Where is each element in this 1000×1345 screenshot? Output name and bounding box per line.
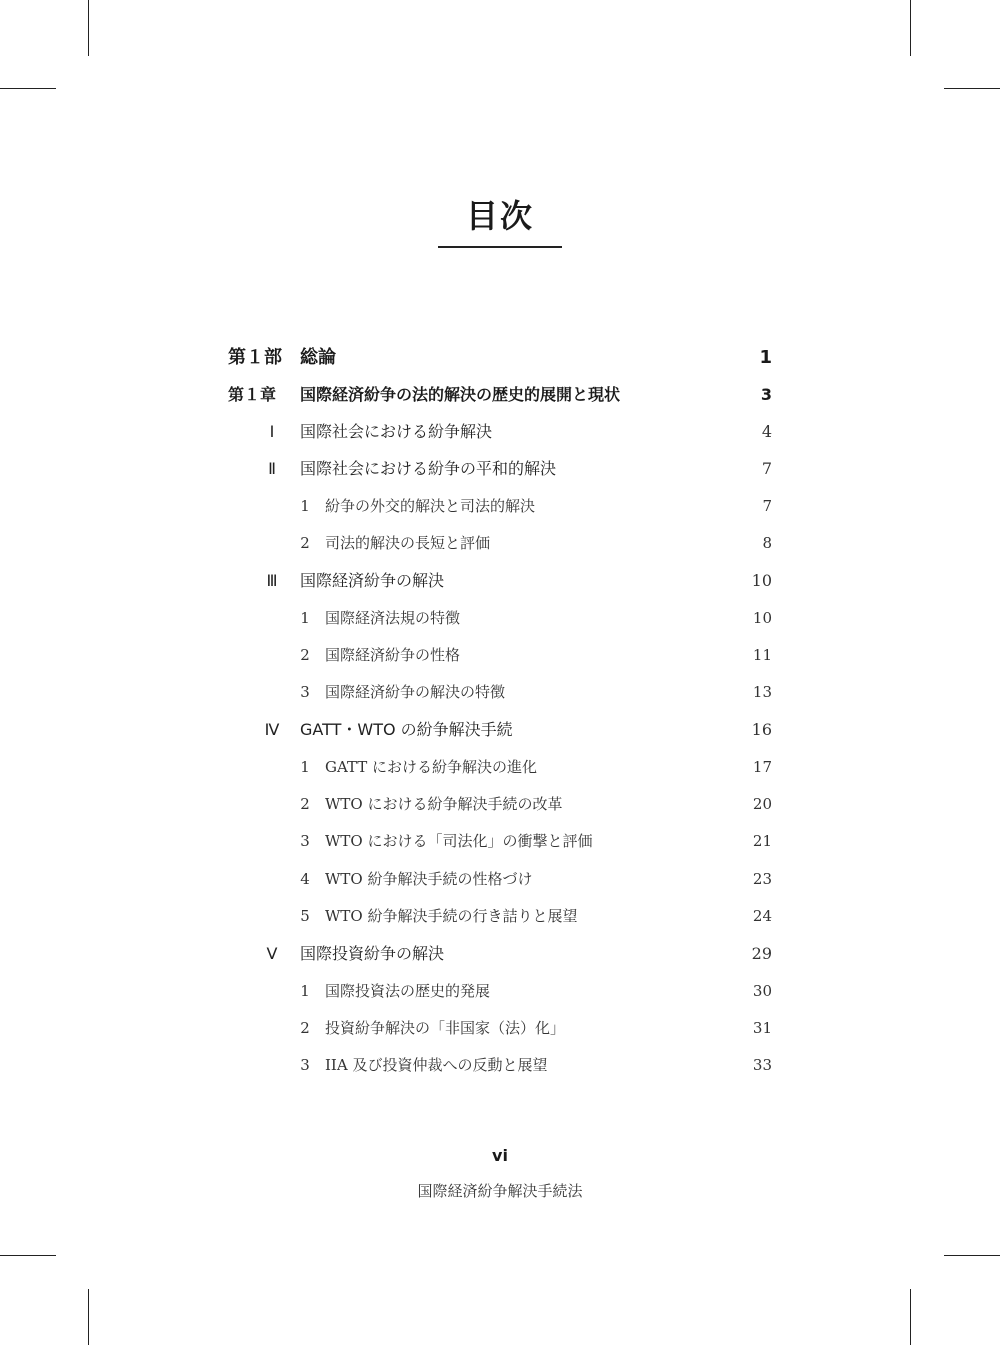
toc-entry-title: 国際経済紛争の性格 xyxy=(325,646,461,664)
toc-entry-title: WTO 紛争解決手続の行き詰りと展望 xyxy=(325,907,578,925)
toc-entry-page: 20 xyxy=(752,795,772,813)
toc-entry-number: 3 xyxy=(300,683,310,701)
toc-entry-number: 2 xyxy=(300,534,310,552)
toc-entry[interactable] xyxy=(0,823,1000,859)
toc-entry[interactable] xyxy=(0,340,1000,376)
title-underline xyxy=(438,246,562,248)
toc-entry-title: 国際経済紛争の解決 xyxy=(300,571,445,590)
toc-entry[interactable] xyxy=(0,674,1000,710)
toc-entry-number: 第１部 xyxy=(228,347,282,368)
crop-mark-bottom-right-horizontal xyxy=(944,1255,1000,1256)
toc-entry-title: 投資紛争解決の「非国家（法）化」 xyxy=(325,1019,566,1037)
toc-entry-number: 1 xyxy=(300,982,310,1000)
toc-entry[interactable] xyxy=(0,563,1000,599)
crop-mark-top-right-horizontal xyxy=(944,88,1000,89)
toc-entry-title: 国際経済法規の特徴 xyxy=(325,609,461,627)
toc-entry[interactable] xyxy=(0,973,1000,1009)
toc-entry-title: 国際経済紛争の法的解決の歴史的展開と現状 xyxy=(300,385,621,404)
toc-entry-page: 7 xyxy=(762,497,772,515)
toc-entry-title: GATT・WTO の紛争解決手続 xyxy=(300,720,513,739)
toc-entry-number: 2 xyxy=(300,646,310,664)
page-number: vi xyxy=(492,1146,508,1165)
toc-entry[interactable] xyxy=(0,637,1000,673)
toc-entry[interactable] xyxy=(0,749,1000,785)
crop-mark-top-left-vertical xyxy=(88,0,89,56)
toc-entry-number: 4 xyxy=(300,870,310,888)
toc-entry-title: 国際社会における紛争の平和的解決 xyxy=(300,459,557,478)
toc-entry-title: 国際投資法の歴史的発展 xyxy=(325,982,491,1000)
toc-entry-page: 10 xyxy=(752,609,772,627)
toc-entry-number: 第１章 xyxy=(228,385,277,404)
toc-entry[interactable] xyxy=(0,1047,1000,1083)
toc-entry-number: 5 xyxy=(300,907,310,925)
toc-entry-number: 2 xyxy=(300,1019,310,1037)
toc-entry-page: 4 xyxy=(761,422,772,441)
running-title: 国際経済紛争解決手続法 xyxy=(417,1182,583,1200)
toc-entry-page: 24 xyxy=(752,907,772,925)
toc-entry-title: 司法的解決の長短と評価 xyxy=(325,534,491,552)
toc-entry-page: 3 xyxy=(760,385,772,404)
toc-entry[interactable] xyxy=(0,451,1000,487)
toc-entry-page: 16 xyxy=(751,720,772,739)
toc-entry[interactable] xyxy=(0,414,1000,450)
toc-entry[interactable] xyxy=(0,898,1000,934)
toc-entry-page: 33 xyxy=(752,1056,772,1074)
toc-entry-page: 11 xyxy=(752,646,772,664)
toc-entry-page: 17 xyxy=(752,758,772,776)
toc-entry[interactable] xyxy=(0,525,1000,561)
toc-entry-title: WTO における「司法化」の衝撃と評価 xyxy=(325,832,593,850)
toc-entry-number: 1 xyxy=(300,758,310,776)
toc-entry-title: 国際投資紛争の解決 xyxy=(300,944,445,963)
toc-entry[interactable] xyxy=(0,786,1000,822)
toc-entry-title: 紛争の外交的解決と司法的解決 xyxy=(325,497,536,515)
toc-entry-title: 総論 xyxy=(300,347,336,368)
toc-entry-page: 29 xyxy=(751,944,772,963)
toc-entry-number: 1 xyxy=(300,497,310,515)
toc-entry[interactable] xyxy=(0,600,1000,636)
toc-entry-page: 7 xyxy=(761,459,772,478)
toc-entry-title: WTO 紛争解決手続の性格づけ xyxy=(325,870,533,888)
toc-entry-page: 13 xyxy=(752,683,772,701)
crop-mark-top-right-vertical xyxy=(910,0,911,56)
toc-entry-number: 2 xyxy=(300,795,310,813)
toc-entry-page: 1 xyxy=(759,347,772,368)
toc-entry-title: GATT における紛争解決の進化 xyxy=(325,758,538,776)
crop-mark-bottom-left-horizontal xyxy=(0,1255,56,1256)
toc-entry-number: Ⅴ xyxy=(266,944,278,963)
toc-entry[interactable] xyxy=(0,861,1000,897)
crop-mark-bottom-right-vertical xyxy=(910,1289,911,1345)
toc-entry-page: 8 xyxy=(762,534,772,552)
page-title: 目次 xyxy=(465,197,534,235)
toc-entry[interactable] xyxy=(0,488,1000,524)
crop-mark-top-left-horizontal xyxy=(0,88,56,89)
toc-entry-title: WTO における紛争解決手続の改革 xyxy=(325,795,563,813)
toc-entry-page: 21 xyxy=(752,832,772,850)
toc-entry-page: 23 xyxy=(752,870,772,888)
toc-entry-title: IIA 及び投資仲裁への反動と展望 xyxy=(325,1056,548,1074)
toc-entry-number: Ⅰ xyxy=(269,422,275,441)
toc-entry[interactable] xyxy=(0,712,1000,748)
toc-entry-number: Ⅱ xyxy=(268,459,276,478)
toc-entry-number: 1 xyxy=(300,609,310,627)
toc-entry[interactable] xyxy=(0,936,1000,972)
toc-entry-number: Ⅲ xyxy=(266,571,278,590)
toc-entry-page: 10 xyxy=(751,571,772,590)
toc-entry-page: 30 xyxy=(752,982,772,1000)
toc-entry-page: 31 xyxy=(752,1019,772,1037)
toc-entry-title: 国際経済紛争の解決の特徴 xyxy=(325,683,506,701)
toc-entry-number: 3 xyxy=(300,1056,310,1074)
crop-mark-bottom-left-vertical xyxy=(88,1289,89,1345)
toc-entry[interactable] xyxy=(0,1010,1000,1046)
toc-entry-title: 国際社会における紛争解決 xyxy=(300,422,493,441)
toc-entry-number: Ⅳ xyxy=(264,720,280,739)
toc-entry-number: 3 xyxy=(300,832,310,850)
toc-entry[interactable] xyxy=(0,377,1000,413)
